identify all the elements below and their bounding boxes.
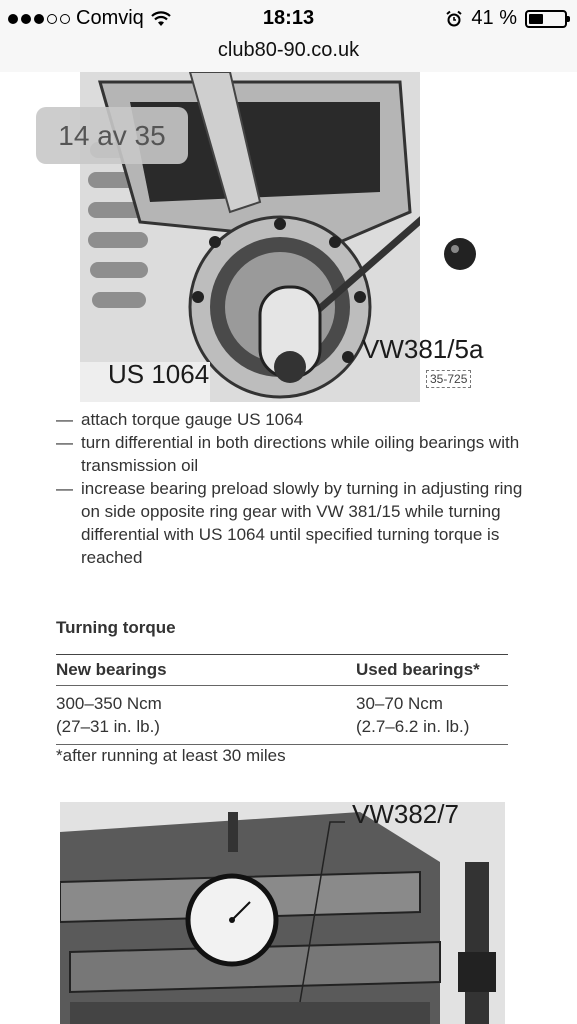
table-row	[56, 692, 508, 715]
instruction-item	[56, 431, 526, 477]
instruction-text: attach torque gauge US 1064	[81, 410, 304, 429]
document-page[interactable]	[0, 72, 577, 1024]
section-title: Turning torque	[56, 618, 176, 637]
status-right-group	[445, 7, 567, 30]
status-bar	[0, 0, 577, 38]
cell-new-inlb: (27–31 in. lb.)	[56, 717, 160, 736]
tool-label-us1064: US 1064	[108, 359, 210, 389]
header-used-bearings: Used bearings*	[356, 660, 480, 679]
instruction-item	[56, 408, 526, 431]
tool-label-vw382: VW382/7	[352, 799, 459, 829]
instruction-text: turn differential in both directions while oiling bearings with transmission oil	[81, 433, 520, 475]
instruction-dash: —	[56, 410, 73, 429]
instruction-item	[56, 477, 526, 569]
address-bar[interactable]: club80-90.co.uk	[0, 38, 577, 73]
header-new-bearings: New bearings	[56, 660, 167, 679]
carrier-name: Comviq	[76, 7, 144, 29]
cell-used-inlb: (2.7–6.2 in. lb.)	[356, 717, 470, 736]
alarm-clock-icon	[445, 10, 463, 28]
instruction-list	[56, 408, 526, 569]
battery-fill	[529, 14, 543, 24]
clock: 18:13	[262, 7, 315, 29]
instruction-dash: —	[56, 433, 73, 452]
table-header-row	[56, 655, 508, 685]
cell-new-ncm: 300–350 Ncm	[56, 694, 162, 713]
figure-part-code: 35-725	[426, 370, 471, 388]
instruction-dash: —	[56, 479, 73, 498]
battery-icon	[525, 10, 567, 28]
crank-handle-knob	[440, 232, 480, 272]
dial-gauge-photo	[60, 802, 505, 1024]
cell-used-ncm: 30–70 Ncm	[356, 694, 443, 713]
table-bottom-rule	[56, 744, 508, 745]
tool-label-vw381: VW381/5a	[362, 334, 484, 364]
page-counter-badge: 14 av 35	[36, 107, 188, 164]
table-footnote: *after running at least 30 miles	[56, 746, 286, 765]
table-row	[56, 715, 508, 738]
instruction-text: increase bearing preload slowly by turning in adjusting ring on side opposite ring gear with VW 381/15 while turning differential with US 1064 until specified turning torque is reached	[81, 479, 523, 567]
battery-percent: 41 %	[471, 7, 517, 29]
torque-table	[56, 654, 508, 745]
